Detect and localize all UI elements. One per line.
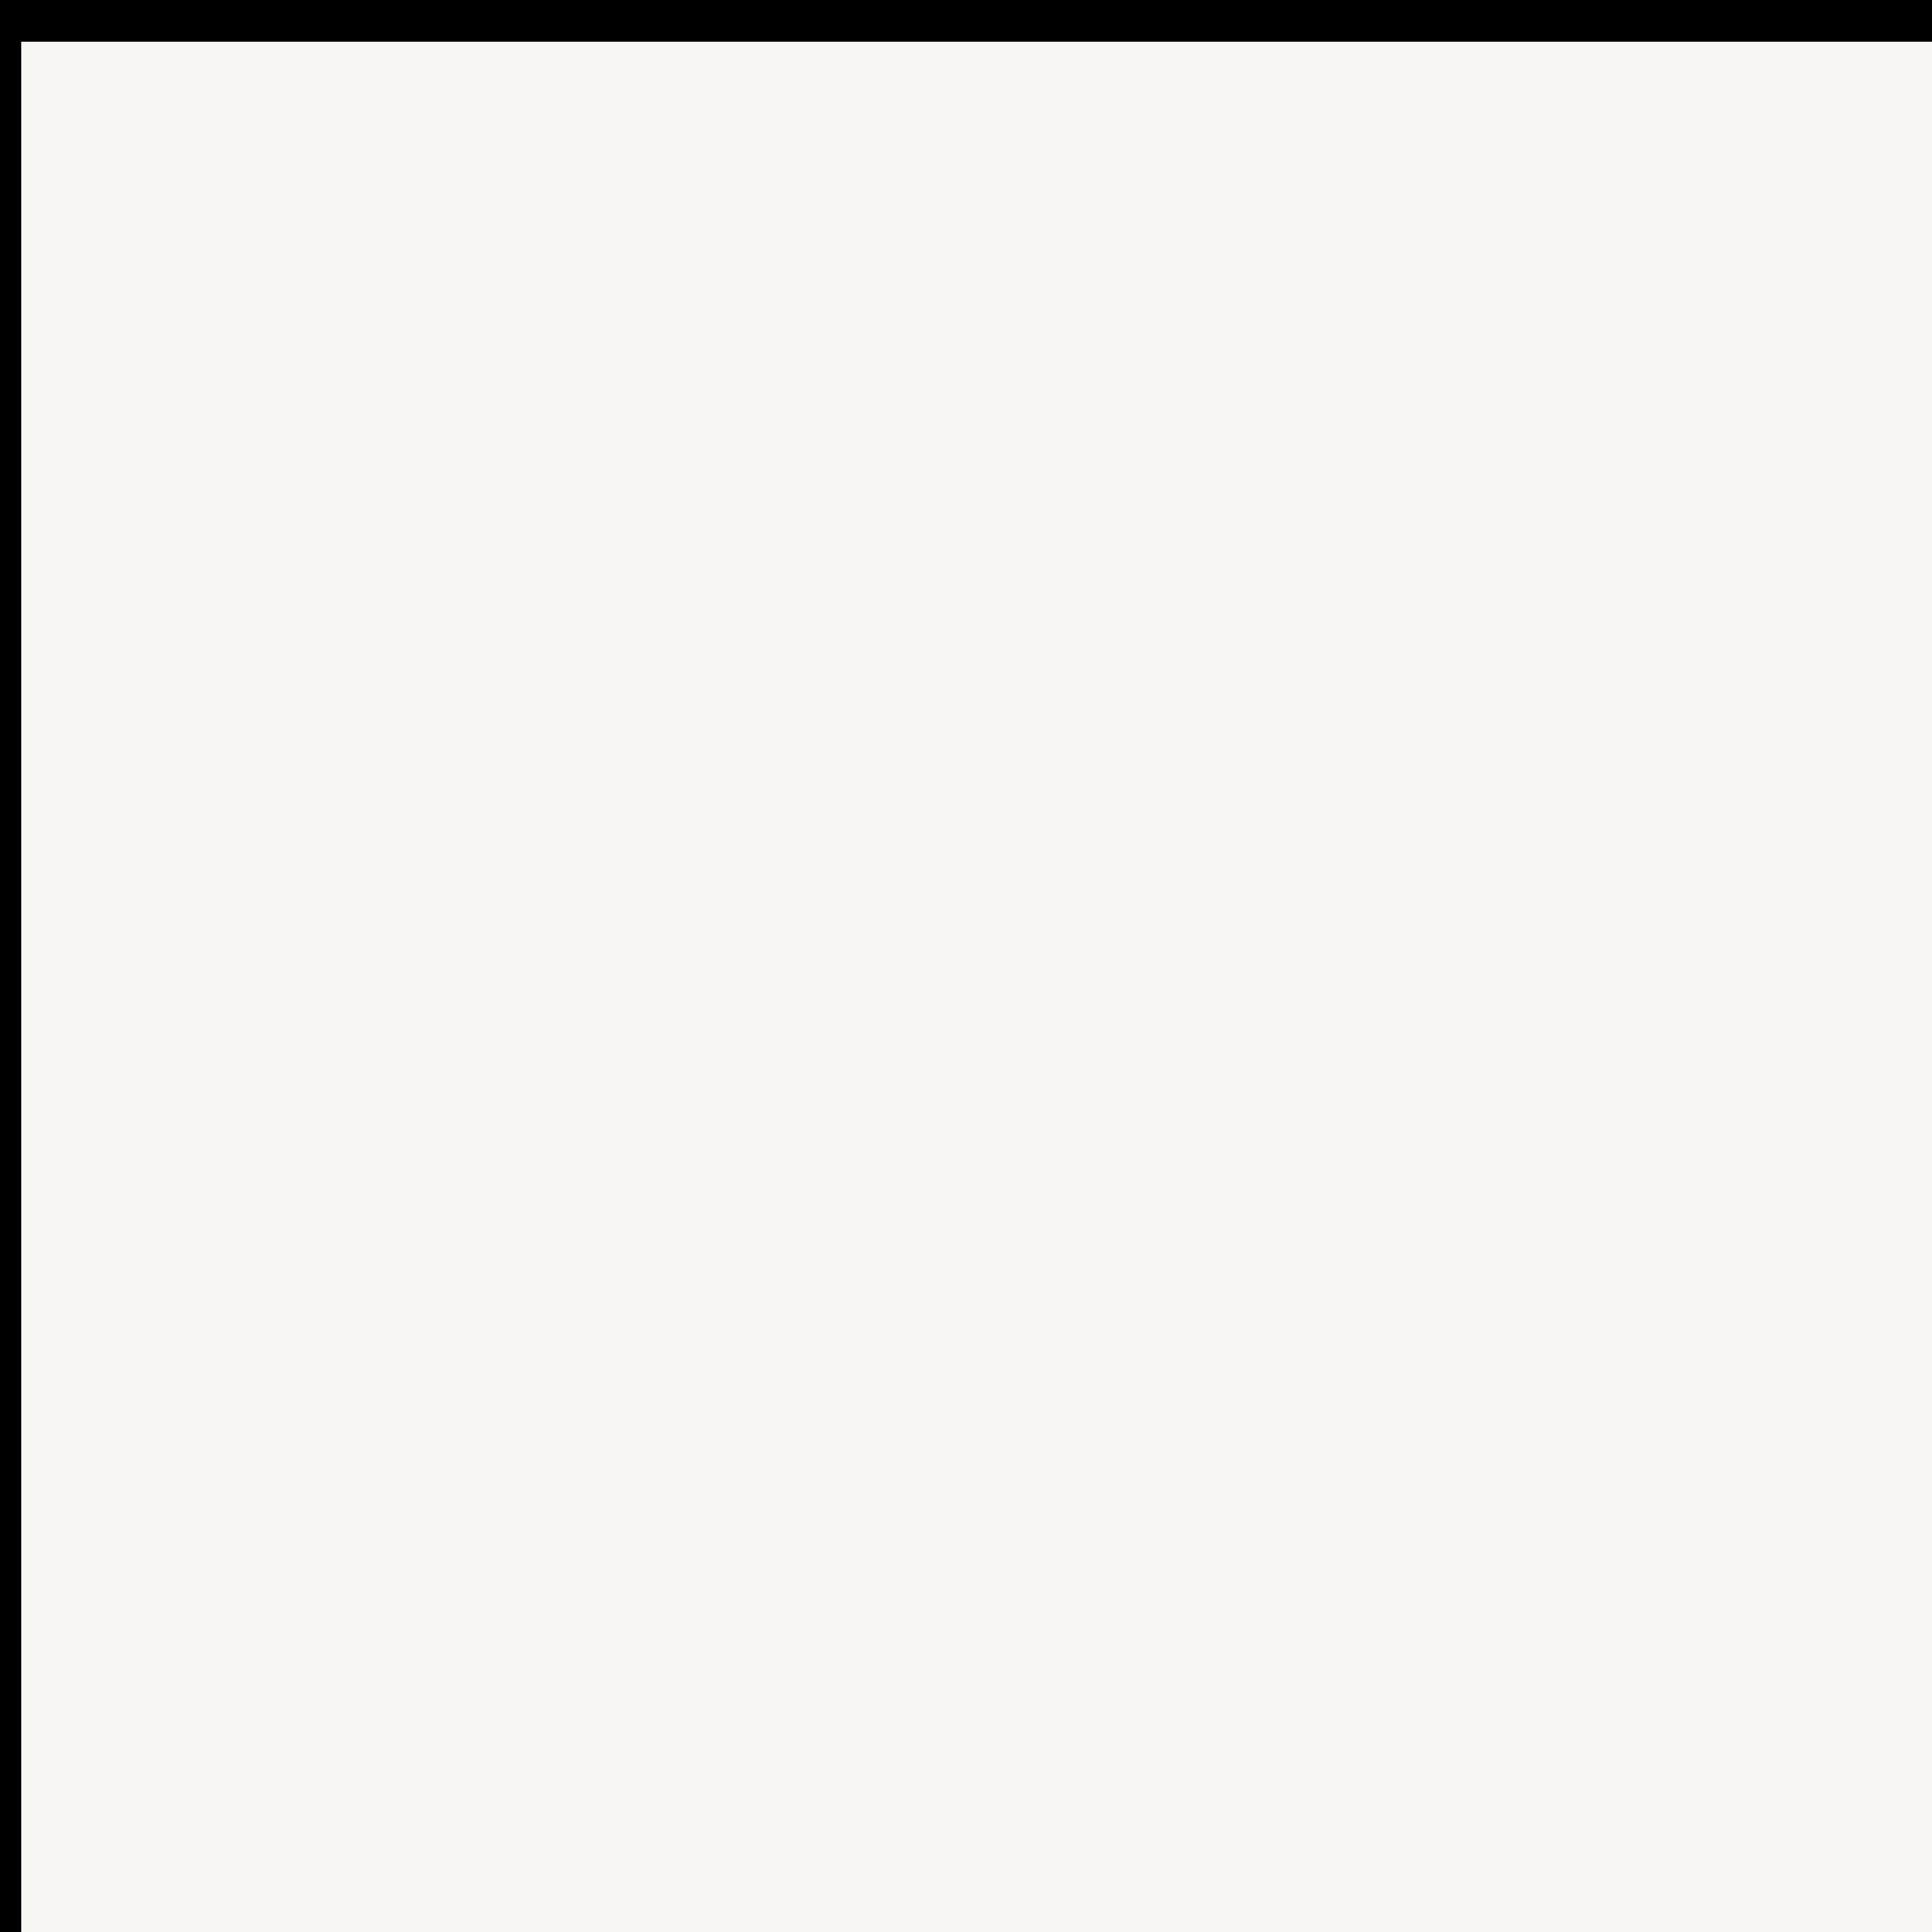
register-sheet: [21, 42, 1932, 1932]
form-grid: [21, 42, 1932, 1932]
